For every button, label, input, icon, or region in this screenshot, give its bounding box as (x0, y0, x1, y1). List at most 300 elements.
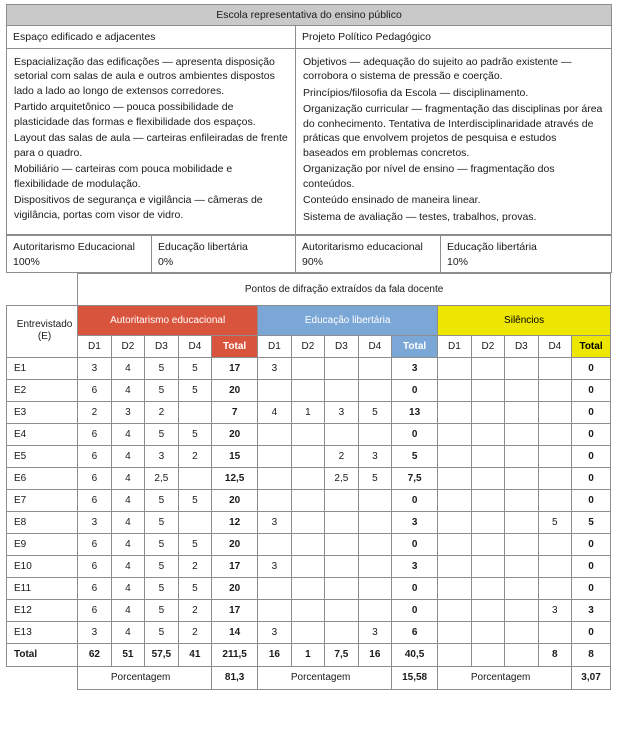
row-id: E9 (7, 533, 78, 555)
diffraction-matrix (6, 273, 611, 690)
cell-g2-d3 (325, 555, 358, 577)
quadrant-value: 100% (13, 255, 40, 268)
cell-g2-d4 (358, 577, 391, 599)
cell-g1-d3: 5 (145, 489, 178, 511)
cell-g1-d2: 4 (111, 467, 144, 489)
cell-g2-d3 (325, 357, 358, 379)
cell-g2-d2 (291, 533, 324, 555)
cell-g1-d2: 4 (111, 489, 144, 511)
cell-g3-d2 (471, 599, 504, 621)
cell-g3-d1 (438, 533, 471, 555)
cell-g3-d3 (505, 401, 538, 423)
cell-g2-total: 0 (392, 599, 438, 621)
cell-g3-d4: 5 (538, 511, 571, 533)
matrix-percent-row (7, 666, 611, 689)
cell-g2-d2 (291, 423, 324, 445)
quadrant-label: Educação libertária (158, 241, 248, 254)
cell-g3-total: 0 (572, 533, 611, 555)
quadrant-table (6, 235, 612, 272)
cell-g3-d1 (438, 379, 471, 401)
percent-label-2: Porcentagem (258, 666, 392, 689)
left-paragraph: Espacialização das edificações — apresenta disposição setorial com salas de aula e outros ambientes dispostos lado a lado ao longo de extensos corredores. (14, 56, 275, 97)
cell-g3-d4 (538, 357, 571, 379)
cell-g1-total: 20 (212, 423, 258, 445)
cell-g1-d1: 6 (78, 445, 111, 467)
cell-g1-total: 17 (212, 599, 258, 621)
cell-g1-d2: 4 (111, 511, 144, 533)
cell-g3-d3 (505, 357, 538, 379)
cell-g3-d2 (471, 489, 504, 511)
cell-g1-d2: 4 (111, 357, 144, 379)
matrix-title-spacer (7, 273, 78, 305)
cell-g1-total: 14 (212, 621, 258, 643)
cell-g3-d2 (471, 621, 504, 643)
group-header-silencios: Silêncios (438, 305, 611, 335)
cell-g3-d4: 3 (538, 599, 571, 621)
cell-g2-d2 (291, 445, 324, 467)
cell-g1-d4: 5 (178, 423, 211, 445)
cell-g2-d1: 3 (258, 511, 291, 533)
table-row (7, 423, 611, 445)
cell-g2-total: 3 (392, 555, 438, 577)
cell-g3-d2 (471, 379, 504, 401)
cell-g3-d1 (438, 599, 471, 621)
row-id: E3 (7, 401, 78, 423)
cell-g1-d4: 5 (178, 489, 211, 511)
subheader-g3-total: Total (572, 335, 611, 357)
cell-g3-d3 (505, 511, 538, 533)
cell-g3-d2 (471, 533, 504, 555)
cell-g2-d1: 4 (258, 401, 291, 423)
cell-g3-d4 (538, 379, 571, 401)
right-column-body (296, 49, 612, 235)
cell-g1-d2: 4 (111, 621, 144, 643)
cell-g3-d4 (538, 401, 571, 423)
cell-g2-d4 (358, 511, 391, 533)
cell-g2-d2 (291, 599, 324, 621)
cell-g2-d3 (325, 489, 358, 511)
quadrant-value: 10% (447, 255, 469, 268)
cell-g3-d2 (471, 511, 504, 533)
cell-g1-total: 20 (212, 533, 258, 555)
totals-g2-d1: 16 (258, 643, 291, 666)
table-row (7, 555, 611, 577)
cell-g1-d2: 4 (111, 599, 144, 621)
cell-g1-d1: 2 (78, 401, 111, 423)
cell-g1-d2: 4 (111, 423, 144, 445)
cell-g1-d1: 6 (78, 599, 111, 621)
cell-g2-total: 0 (392, 533, 438, 555)
row-id: E4 (7, 423, 78, 445)
cell-g2-d1 (258, 467, 291, 489)
table-row (7, 357, 611, 379)
percent-label-1: Porcentagem (78, 666, 212, 689)
right-paragraph: Conteúdo ensinado de maneira linear. (303, 194, 481, 207)
cell-g2-d1 (258, 423, 291, 445)
cell-g3-d2 (471, 555, 504, 577)
cell-g2-d2 (291, 357, 324, 379)
cell-g1-d3: 5 (145, 379, 178, 401)
cell-g3-d4 (538, 621, 571, 643)
subheader-g2-d3: D3 (325, 335, 358, 357)
table-row (7, 379, 611, 401)
cell-g3-d3 (505, 599, 538, 621)
cell-g3-d3 (505, 555, 538, 577)
cell-g1-total: 15 (212, 445, 258, 467)
cell-g3-d3 (505, 489, 538, 511)
row-id: E13 (7, 621, 78, 643)
cell-g1-d3: 5 (145, 599, 178, 621)
cell-g3-total: 0 (572, 357, 611, 379)
cell-g2-total: 3 (392, 357, 438, 379)
cell-g3-d2 (471, 467, 504, 489)
cell-g2-d2 (291, 577, 324, 599)
top-table (6, 4, 612, 235)
cell-g1-d1: 6 (78, 555, 111, 577)
quadrant-label: Autoritarismo educacional (302, 241, 423, 254)
cell-g2-d1: 3 (258, 555, 291, 577)
totals-g3-d4: 8 (538, 643, 571, 666)
percent-value-1: 81,3 (212, 666, 258, 689)
subheader-g3-d1: D1 (438, 335, 471, 357)
cell-g1-d4 (178, 467, 211, 489)
cell-g3-d3 (505, 379, 538, 401)
row-id: E7 (7, 489, 78, 511)
right-paragraph: Princípios/filosofia da Escola — disciplinamento. (303, 86, 529, 99)
cell-g1-d2: 4 (111, 445, 144, 467)
cell-g1-d3: 5 (145, 621, 178, 643)
group-header-libertaria: Educação libertária (258, 305, 438, 335)
cell-g2-d4 (358, 555, 391, 577)
cell-g3-total: 0 (572, 467, 611, 489)
table-row (7, 445, 611, 467)
totals-g1-d1: 62 (78, 643, 111, 666)
cell-g1-d1: 6 (78, 577, 111, 599)
cell-g2-d3 (325, 599, 358, 621)
right-paragraph: Objetivos — adequação do sujeito ao padrão existente — corrobora o sistema de pressão e coerção. (303, 56, 572, 83)
right-column-header: Projeto Político Pedagógico (296, 26, 612, 49)
table-row (7, 533, 611, 555)
cell-g1-total: 17 (212, 555, 258, 577)
cell-g3-d4 (538, 445, 571, 467)
cell-g2-d2: 1 (291, 401, 324, 423)
cell-g2-d3: 3 (325, 401, 358, 423)
cell-g2-total: 0 (392, 489, 438, 511)
cell-g2-d4 (358, 489, 391, 511)
cell-g2-d4 (358, 423, 391, 445)
cell-g1-d1: 6 (78, 423, 111, 445)
table-row (7, 489, 611, 511)
totals-g3-total: 8 (572, 643, 611, 666)
cell-g3-d1 (438, 555, 471, 577)
left-paragraph: Dispositivos de segurança e vigilância — câmeras de vigilância, portas com visor de vidro. (14, 194, 263, 221)
totals-g2-d3: 7,5 (325, 643, 358, 666)
cell-g2-d4 (358, 357, 391, 379)
left-paragraph: Partido arquitetônico — pouca possibilidade de plasticidade das formas e flexibilidade dos espaços. (14, 101, 256, 128)
cell-g2-d2 (291, 555, 324, 577)
subheader-g2-d2: D2 (291, 335, 324, 357)
matrix-title: Pontos de difração extraídos da fala docente (78, 273, 611, 305)
cell-g2-d2 (291, 379, 324, 401)
cell-g1-d1: 3 (78, 357, 111, 379)
cell-g1-total: 20 (212, 489, 258, 511)
percent-spacer (7, 666, 78, 689)
cell-g3-d4 (538, 423, 571, 445)
left-paragraph: Layout das salas de aula — carteiras enfileiradas de frente para o quadro. (14, 132, 288, 159)
cell-g2-d3 (325, 379, 358, 401)
subheader-g3-d3: D3 (505, 335, 538, 357)
cell-g1-d1: 3 (78, 511, 111, 533)
cell-g2-d3 (325, 511, 358, 533)
cell-g3-total: 5 (572, 511, 611, 533)
cell-g1-d4: 2 (178, 621, 211, 643)
cell-g3-total: 0 (572, 379, 611, 401)
table-row (7, 577, 611, 599)
cell-g2-d4 (358, 533, 391, 555)
cell-g3-total: 0 (572, 489, 611, 511)
cell-g1-d4: 5 (178, 577, 211, 599)
cell-g2-d4: 5 (358, 467, 391, 489)
cell-g3-d1 (438, 489, 471, 511)
cell-g1-d1: 6 (78, 533, 111, 555)
matrix-row-header: Entrevistado (E) (7, 305, 78, 357)
cell-g2-d2 (291, 511, 324, 533)
subheader-g2-d4: D4 (358, 335, 391, 357)
banner-title: Escola representativa do ensino público (7, 5, 612, 26)
totals-label: Total (7, 643, 78, 666)
cell-g2-d1 (258, 445, 291, 467)
cell-g1-total: 20 (212, 577, 258, 599)
totals-g1-d4: 41 (178, 643, 211, 666)
row-id: E8 (7, 511, 78, 533)
cell-g1-d2: 3 (111, 401, 144, 423)
cell-g1-d4: 2 (178, 599, 211, 621)
left-column-body (7, 49, 296, 235)
subheader-g1-total: Total (212, 335, 258, 357)
table-row (7, 467, 611, 489)
cell-g1-d1: 6 (78, 489, 111, 511)
subheader-g1-d3: D3 (145, 335, 178, 357)
cell-g1-d1: 3 (78, 621, 111, 643)
subheader-g1-d4: D4 (178, 335, 211, 357)
cell-g1-d2: 4 (111, 577, 144, 599)
cell-g2-d4: 5 (358, 401, 391, 423)
cell-g2-d4 (358, 379, 391, 401)
cell-g2-d1: 3 (258, 621, 291, 643)
matrix-totals-row (7, 643, 611, 666)
row-id: E2 (7, 379, 78, 401)
cell-g3-total: 0 (572, 621, 611, 643)
quadrant-label: Autoritarismo Educacional (13, 241, 135, 254)
cell-g2-d1 (258, 533, 291, 555)
row-id: E10 (7, 555, 78, 577)
cell-g3-d2 (471, 445, 504, 467)
cell-g2-d2 (291, 621, 324, 643)
totals-g3-d2 (471, 643, 504, 666)
cell-g2-total: 0 (392, 379, 438, 401)
quadrant-cell-2 (152, 236, 296, 272)
totals-g2-total: 40,5 (392, 643, 438, 666)
quadrant-row (7, 236, 612, 272)
left-paragraph: Mobiliário — carteiras com pouca mobilidade e flexibilidade de modulação. (14, 163, 233, 190)
cell-g1-d1: 6 (78, 467, 111, 489)
cell-g2-d3: 2,5 (325, 467, 358, 489)
cell-g3-d1 (438, 467, 471, 489)
quadrant-cell-4 (441, 236, 612, 272)
cell-g3-d4 (538, 577, 571, 599)
cell-g3-d3 (505, 621, 538, 643)
row-id: E6 (7, 467, 78, 489)
cell-g3-d4 (538, 467, 571, 489)
cell-g1-d2: 4 (111, 533, 144, 555)
table-row (7, 401, 611, 423)
cell-g1-d4: 5 (178, 533, 211, 555)
percent-value-3: 3,07 (572, 666, 611, 689)
cell-g2-d1 (258, 599, 291, 621)
cell-g2-total: 3 (392, 511, 438, 533)
subheader-g1-d1: D1 (78, 335, 111, 357)
cell-g3-total: 3 (572, 599, 611, 621)
cell-g2-d2 (291, 489, 324, 511)
quadrant-value: 90% (302, 255, 324, 268)
percent-value-2: 15,58 (392, 666, 438, 689)
percent-label-3: Porcentagem (438, 666, 572, 689)
cell-g1-total: 20 (212, 379, 258, 401)
group-header-autoritarismo: Autoritarismo educacional (78, 305, 258, 335)
cell-g2-d3 (325, 621, 358, 643)
cell-g2-total: 0 (392, 423, 438, 445)
totals-g2-d2: 1 (291, 643, 324, 666)
cell-g3-total: 0 (572, 577, 611, 599)
cell-g2-total: 13 (392, 401, 438, 423)
cell-g1-d3: 5 (145, 357, 178, 379)
cell-g1-d4 (178, 401, 211, 423)
cell-g1-d2: 4 (111, 379, 144, 401)
cell-g1-d3: 5 (145, 577, 178, 599)
cell-g1-d3: 2 (145, 401, 178, 423)
cell-g3-d1 (438, 423, 471, 445)
cell-g3-d3 (505, 445, 538, 467)
subheader-g3-d4: D4 (538, 335, 571, 357)
cell-g3-total: 0 (572, 555, 611, 577)
cell-g2-d1: 3 (258, 357, 291, 379)
cell-g1-d1: 6 (78, 379, 111, 401)
cell-g3-d2 (471, 577, 504, 599)
cell-g2-d4 (358, 599, 391, 621)
column-headers-row (7, 26, 612, 49)
cell-g3-d1 (438, 445, 471, 467)
totals-g1-total: 211,5 (212, 643, 258, 666)
cell-g1-d4: 5 (178, 379, 211, 401)
matrix-group-row (7, 305, 611, 335)
cell-g3-d1 (438, 401, 471, 423)
cell-g3-total: 0 (572, 445, 611, 467)
cell-g3-d3 (505, 467, 538, 489)
cell-g2-d3: 2 (325, 445, 358, 467)
column-body-row (7, 49, 612, 235)
table-row (7, 621, 611, 643)
totals-g2-d4: 16 (358, 643, 391, 666)
cell-g1-d4: 2 (178, 555, 211, 577)
cell-g1-d4: 5 (178, 357, 211, 379)
cell-g3-d3 (505, 533, 538, 555)
row-id: E12 (7, 599, 78, 621)
cell-g2-total: 5 (392, 445, 438, 467)
totals-g3-d3 (505, 643, 538, 666)
cell-g3-d4 (538, 489, 571, 511)
cell-g1-total: 12,5 (212, 467, 258, 489)
cell-g2-d4: 3 (358, 445, 391, 467)
row-id: E5 (7, 445, 78, 467)
cell-g1-d3: 5 (145, 511, 178, 533)
banner-row (7, 5, 612, 26)
cell-g2-d3 (325, 577, 358, 599)
totals-g1-d3: 57,5 (145, 643, 178, 666)
cell-g2-d3 (325, 533, 358, 555)
cell-g3-d2 (471, 423, 504, 445)
quadrant-label: Educação libertária (447, 241, 537, 254)
cell-g2-d1 (258, 489, 291, 511)
cell-g1-total: 12 (212, 511, 258, 533)
subheader-g2-d1: D1 (258, 335, 291, 357)
cell-g2-total: 6 (392, 621, 438, 643)
cell-g2-d3 (325, 423, 358, 445)
table-row (7, 599, 611, 621)
subheader-g3-d2: D2 (471, 335, 504, 357)
cell-g2-total: 7,5 (392, 467, 438, 489)
cell-g3-total: 0 (572, 401, 611, 423)
cell-g2-d4: 3 (358, 621, 391, 643)
cell-g1-d3: 2,5 (145, 467, 178, 489)
left-column-header: Espaço edificado e adjacentes (7, 26, 296, 49)
totals-g1-d2: 51 (111, 643, 144, 666)
cell-g3-total: 0 (572, 423, 611, 445)
table-row (7, 511, 611, 533)
quadrant-value: 0% (158, 255, 174, 268)
cell-g1-d4: 2 (178, 445, 211, 467)
cell-g3-d1 (438, 577, 471, 599)
cell-g1-d4 (178, 511, 211, 533)
row-id: E11 (7, 577, 78, 599)
cell-g3-d1 (438, 621, 471, 643)
cell-g1-total: 7 (212, 401, 258, 423)
cell-g3-d1 (438, 357, 471, 379)
cell-g1-d3: 5 (145, 423, 178, 445)
cell-g3-d2 (471, 357, 504, 379)
cell-g3-d1 (438, 511, 471, 533)
cell-g3-d4 (538, 533, 571, 555)
cell-g2-d1 (258, 379, 291, 401)
cell-g3-d2 (471, 401, 504, 423)
cell-g3-d3 (505, 577, 538, 599)
cell-g2-d1 (258, 577, 291, 599)
cell-g2-d2 (291, 467, 324, 489)
subheader-g2-total: Total (392, 335, 438, 357)
cell-g3-d3 (505, 423, 538, 445)
right-paragraph: Sistema de avaliação — testes, trabalhos, provas. (303, 210, 537, 223)
right-paragraph: Organização curricular — fragmentação das disciplinas por área do conhecimento. Tentativa de Interdisciplinaridade através de práticas que envolvem projetos de pesquisa e estudos baseados em problemas concretos. (303, 103, 603, 159)
matrix-title-row (7, 273, 611, 305)
cell-g1-d3: 3 (145, 445, 178, 467)
quadrant-cell-1 (7, 236, 152, 272)
cell-g1-d3: 5 (145, 555, 178, 577)
cell-g1-total: 17 (212, 357, 258, 379)
subheader-g1-d2: D2 (111, 335, 144, 357)
quadrant-cell-3 (296, 236, 441, 272)
right-paragraph: Organização por nível de ensino — fragmentação dos conteúdos. (303, 163, 555, 190)
matrix-subheader-row (7, 335, 611, 357)
totals-g3-d1 (438, 643, 471, 666)
